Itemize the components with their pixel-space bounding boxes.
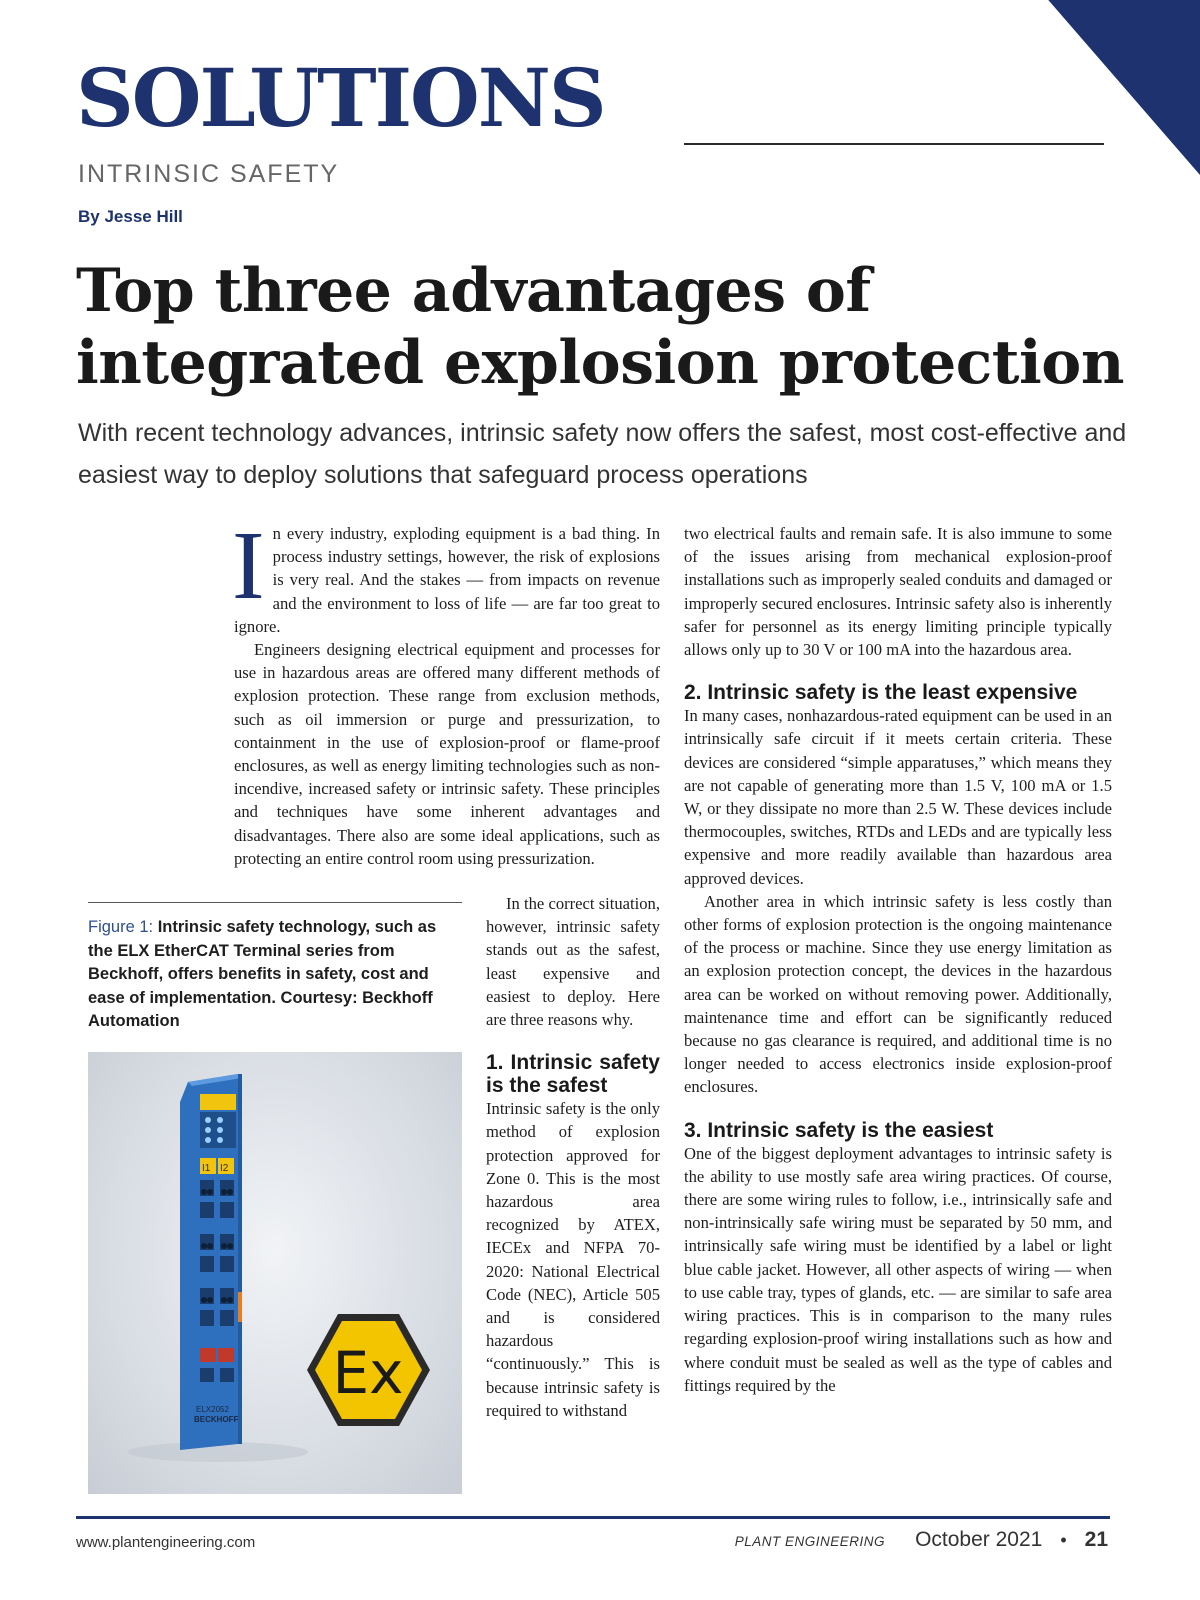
headline: Top three advantages of integrated explosion protection xyxy=(76,256,1124,398)
column-right xyxy=(684,522,1112,1397)
drop-cap: I xyxy=(232,512,265,620)
footer-bullet: • xyxy=(1060,1530,1067,1550)
paragraph-simple-apparatus: In many cases, nonhazardous-rated equipment can be used in an intrinsically safe circuit if it meets certain criteria. These devices are considered “simple apparatuses,” which means they are not capable of generating more than 1.5 V, 100 mA or 1.5 W, or they dissipate no more than 2.5 W. These devices include thermocouples, switches, RTDs and LEDs and are typically less expensive and more readily available than hazardous area approved devices. xyxy=(684,706,1112,888)
footer-right xyxy=(735,1528,1108,1552)
paragraph-intro-text: n every industry, exploding equipment is a bad thing. In process industry settings, however, the risk of explosions is very real. And the stakes — from impacts on revenue and the environment to loss of life — are far too great to ignore. xyxy=(234,524,660,636)
terminal-model-label: ELX2052 xyxy=(196,1405,229,1414)
paragraph-intro xyxy=(232,512,660,638)
section-subtitle: INTRINSIC SAFETY xyxy=(78,160,340,188)
column-left xyxy=(232,512,660,870)
corner-accent xyxy=(1015,0,1200,175)
paragraph-wiring: One of the biggest deployment advantages to intrinsic safety is the ability to use mostly safe area wiring practices. Of course, there are some wiring rules to follow, i.e., intrinsically safe and non-intrinsically safe wiring must be separated by 50 mm, and intrinsically safe wiring must be identified by a label or light blue cable jacket. However, all other aspects of wiring — when to use cable tray, types of glands, etc. — are similar to safe area wiring practices. This is in comparison to the many rules regarding explosion-proof wiring installations such as how and where conduit must be sealed as well as the type of cables and fittings required by the xyxy=(684,1143,1112,1395)
figure-photo xyxy=(88,1052,462,1494)
byline: By Jesse Hill xyxy=(78,207,183,226)
paragraph-safest-cont: two electrical faults and remain safe. It is also immune to some of the issues arising from mechanical explosion-proof installations such as improperly sealed conduits and damaged or improperly secured enclosures. Intrinsic safety also is inherently safer for personnel as its energy limiting principle typically allows only up to 30 V or 100 mA into the hazardous area. xyxy=(684,524,1112,660)
terminal-brand-label: BECKHOFF xyxy=(194,1415,239,1424)
elx-terminal-module xyxy=(180,1074,242,1450)
channel-2-label: I2 xyxy=(220,1163,229,1174)
ex-hexagon-mark xyxy=(307,1314,430,1426)
title-rule xyxy=(684,143,1104,145)
figure-caption-text: Intrinsic safety technology, such as the ELX EtherCAT Terminal series from Beckhoff, offers benefits in safety, cost and ease of implementation. Courtesy: Beckhoff Automation xyxy=(88,918,437,1030)
footer-publication: PLANT ENGINEERING xyxy=(734,1534,886,1549)
column-middle xyxy=(486,892,660,1422)
paragraph-reasons: In the correct situation, however, intrinsic safety stands out as the safest, least expensive and easiest to deploy. Here are three reasons why. xyxy=(486,894,660,1030)
section-title: SOLUTIONS xyxy=(76,51,605,145)
subhead-least-expensive: 2. Intrinsic safety is the least expensive xyxy=(684,681,1078,705)
footer-url: www.plantengineering.com xyxy=(76,1534,256,1551)
footer-rule xyxy=(76,1516,1110,1519)
figure-label: Figure 1: xyxy=(88,918,154,936)
deck: With recent technology advances, intrinsic safety now offers the safest, most cost-effective and easiest way to deploy solutions that safeguard process operations xyxy=(78,419,1127,489)
figure-caption xyxy=(88,916,462,1034)
paragraph-maintenance: Another area in which intrinsic safety is less costly than other forms of explosion protection is the ongoing maintenance of the process or machine. Since they use energy limitation as an explosion protection concept, the devices in the hazardous area can be worked on without removing power. Additionally, maintenance time and effort can be significantly reduced because no gas clearance is required, and additional time is no longer needed to access electronics inside explosion-proof enclosures. xyxy=(684,891,1112,1097)
ex-symbol-text: Ex xyxy=(332,1339,404,1407)
subhead-easiest: 3. Intrinsic safety is the easiest xyxy=(684,1118,994,1142)
figure-rule xyxy=(88,902,462,903)
subhead-safest: 1. Intrinsic safety is the safest xyxy=(486,1051,660,1098)
footer-date: October 2021 xyxy=(915,1528,1043,1551)
paragraph-methods: Engineers designing electrical equipment and processes for use in hazardous areas are offered many different methods of explosion protection. These range from exclusion methods, such as oil immersion or purge and pressurization, to containment in the use of explosion-proof or flame-proof enclosures, as well as energy limiting technologies such as non-incendive, increased safety or intrinsic safety. These principles and techniques have some inherent advantages and disadvantages. There also are some ideal applications, such as protecting an entire control room using pressurization. xyxy=(234,640,660,868)
page-number: 21 xyxy=(1084,1528,1108,1551)
terminal-illustration xyxy=(88,1052,462,1494)
channel-1-label: I1 xyxy=(202,1163,211,1174)
paragraph-safest: Intrinsic safety is the only method of explosion protection approved for Zone 0. This is the most hazardous area recognized by ATEX, IECEx and NFPA 70-2020: National Electrical Code (NEC), Article 505 and is considered hazardous “continuously.” This is because intrinsic safety is required to withstand xyxy=(486,1099,660,1420)
